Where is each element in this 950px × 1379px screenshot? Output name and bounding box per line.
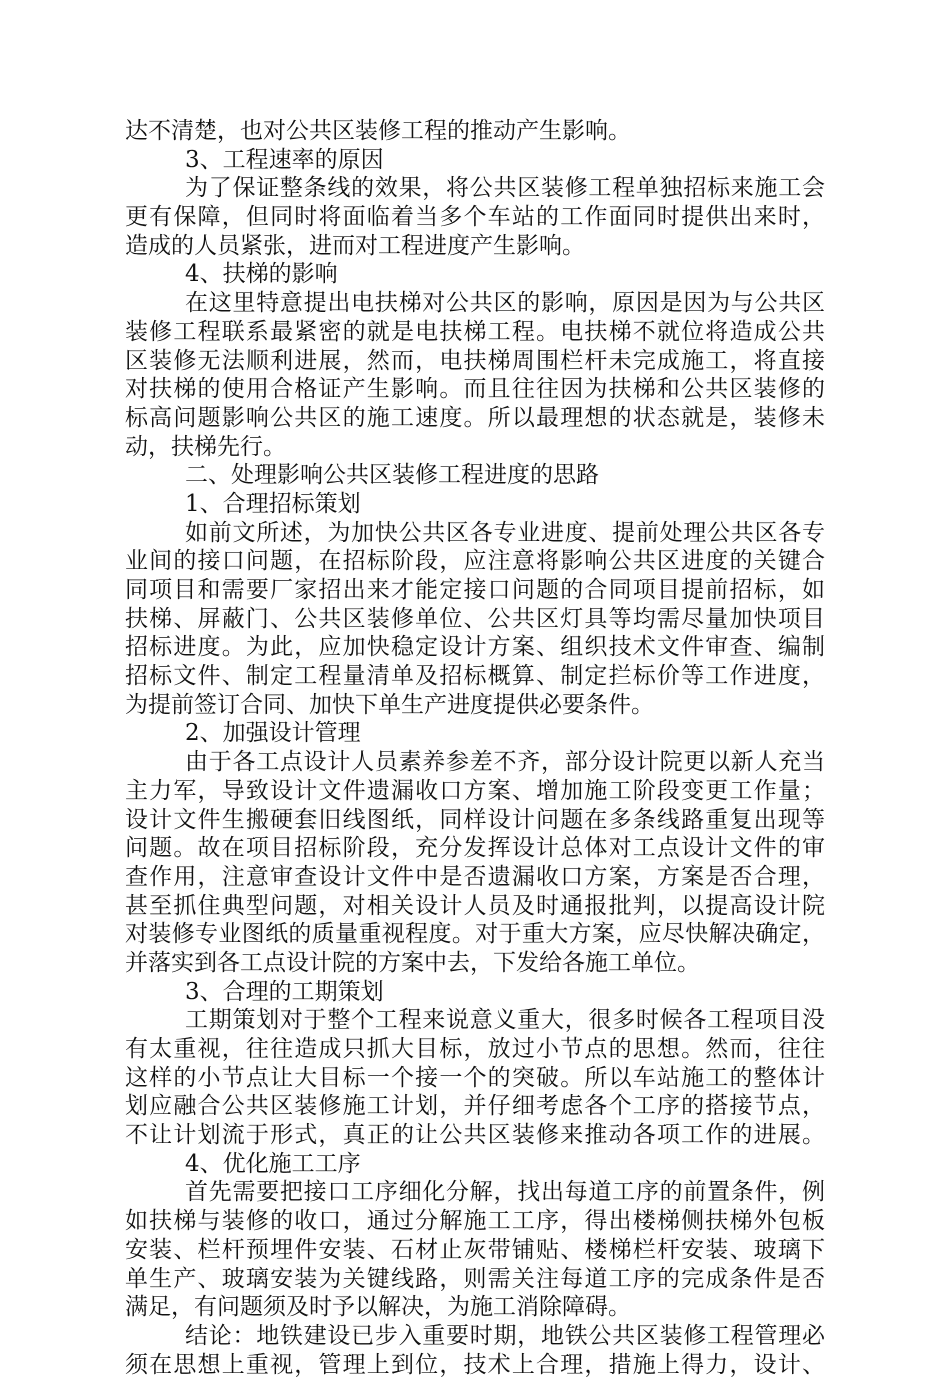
text-line: 如扶梯与装修的收口，通过分解施工工序，得出楼梯侧扶梯外包板 [125,1208,825,1235]
text-line: 并落实到各工点设计院的方案中去，下发给各施工单位。 [125,949,700,976]
text-line: 扶梯、屏蔽门、公共区装修单位、公共区灯具等均需尽量加快项目 [125,605,825,632]
text-line: 造成的人员紧张，进而对工程进度产生影响。 [125,232,585,259]
text-line: 3、合理的工期策划 [185,978,384,1005]
text-line: 招标进度。为此，应加快稳定设计方案、组织技术文件审查、编制 [125,634,825,661]
text-line: 甚至抓住典型问题，对相关设计人员及时通报批判，以提高设计院 [125,892,825,919]
text-line: 由于各工点设计人员素养参差不齐，部分设计院更以新人充当 [185,749,825,776]
text-line: 在这里特意提出电扶梯对公共区的影响，原因是因为与公共区 [185,290,825,317]
text-line: 对扶梯的使用合格证产生影响。而且往往因为扶梯和公共区装修的 [125,376,825,403]
text-line: 有太重视，往往造成只抓大目标，放过小节点的思想。然而，往往 [125,1036,825,1062]
text-line: 为提前签订合同、加快下单生产进度提供必要条件。 [125,691,654,718]
text-line: 这样的小节点让大目标一个接一个的突破。所以车站施工的整体计 [125,1064,825,1091]
text-line: 2、加强设计管理 [185,720,361,747]
text-line: 装修工程联系最紧密的就是电扶梯工程。电扶梯不就位将造成公共 [125,318,825,345]
text-line: 区装修无法顺利进展，然而，电扶梯周围栏杆未完成施工，将直接 [125,347,825,374]
text-line: 结论：地铁建设已步入重要时期，地铁公共区装修工程管理必 [185,1322,825,1349]
text-line: 首先需要把接口工序细化分解，找出每道工序的前置条件，例 [185,1179,825,1206]
text-line: 为了保证整条线的效果，将公共区装修工程单独招标来施工会 [185,175,825,202]
document-body [125,117,825,1379]
text-line: 工期策划对于整个工程来说意义重大，很多时候各工程项目没 [185,1007,825,1034]
text-line: 查作用，注意审查设计文件中是否遗漏收口方案，方案是否合理， [125,863,825,890]
text-line: 划应融合公共区装修施工计划，并仔细考虑各个工序的搭接节点， [125,1093,825,1120]
text-line: 如前文所述，为加快公共区各专业进度、提前处理公共区各专 [185,519,825,546]
text-line: 同项目和需要厂家招出来才能定接口问题的合同项目提前招标，如 [125,577,825,603]
text-line: 3、工程速率的原因 [185,146,384,173]
text-line: 二、处理影响公共区装修工程进度的思路 [185,462,599,489]
text-line: 单生产、玻璃安装为关键线路，则需关注每道工序的完成条件是否 [125,1265,825,1292]
text-line: 安装、栏杆预埋件安装、石材止灰带铺贴、楼梯栏杆安装、玻璃下 [125,1236,825,1263]
text-line: 招标文件、制定工程量清单及招标概算、制定拦标价等工作进度， [125,663,825,690]
text-line: 4、扶梯的影响 [185,261,338,288]
text-line: 更有保障，但同时将面临着当多个车站的工作面同时提供出来时， [125,204,825,231]
text-line: 对装修专业图纸的质量重视程度。对于重大方案，应尽快解决确定， [125,921,825,948]
text-line: 动，扶梯先行。 [125,433,286,460]
text-line: 不让计划流于形式，真正的让公共区装修来推动各项工作的进展。 [125,1122,825,1149]
text-line: 业间的接口问题，在招标阶段，应注意将影响公共区进度的关键合 [125,548,825,575]
text-line: 4、优化施工工序 [185,1150,361,1177]
text-line: 满足，有问题须及时予以解决，为施工消除障碍。 [125,1294,631,1321]
text-line: 主力军，导致设计文件遗漏收口方案、增加施工阶段变更工作量； [125,777,825,804]
text-line: 须在思想上重视，管理上到位，技术上合理，措施上得力，设计、 [125,1351,825,1378]
text-line: 1、合理招标策划 [185,490,361,517]
text-line: 问题。故在项目招标阶段，充分发挥设计总体对工点设计文件的审 [125,835,825,862]
text-line: 标高问题影响公共区的施工速度。所以最理想的状态就是，装修未 [125,404,825,431]
text-line: 达不清楚，也对公共区装修工程的推动产生影响。 [125,118,631,144]
text-line: 设计文件生搬硬套旧线图纸，同样设计问题在多条线路重复出现等 [125,806,825,833]
